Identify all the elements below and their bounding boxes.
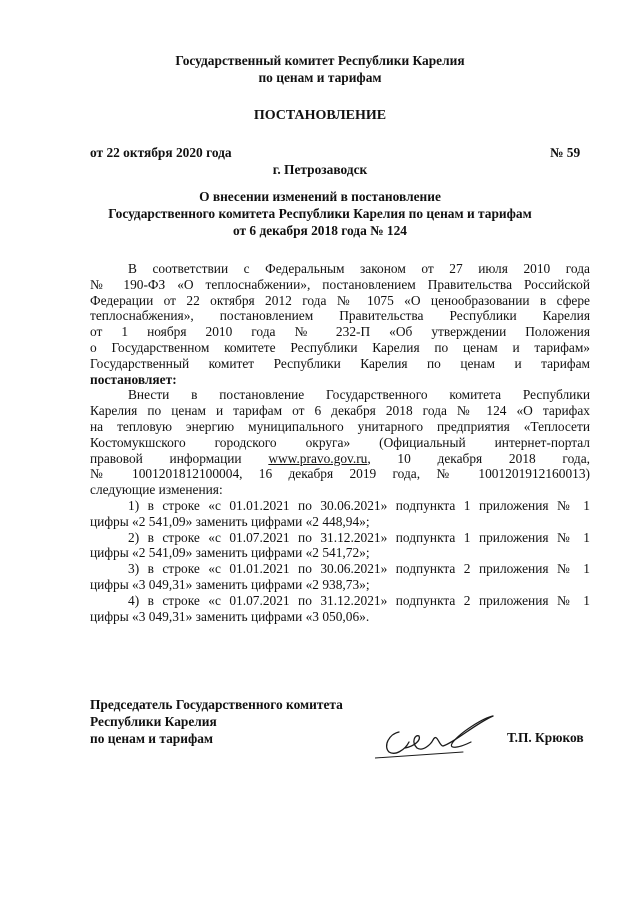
- org-name-line2: по ценам и тарифам: [258, 70, 382, 85]
- document-type: ПОСТАНОВЛЕНИЕ: [253, 108, 387, 123]
- title-line1: О внесении изменений в постановление: [199, 189, 441, 204]
- preamble-line: о Государственном комитете Республики Карелия по ценам и тарифам»: [90, 339, 590, 355]
- main-line: следующие изменения:: [90, 482, 223, 498]
- change-item-line2: цифры «2 541,09» заменить цифрами «2 448,94»;: [90, 513, 370, 529]
- preamble-line: Федерации от 22 октября 2012 года № 1075 «О ценообразовании в сфере: [90, 292, 590, 308]
- change-item-line1: 2) в строке «с 01.07.2021 по 31.12.2021» подпункта 1 приложения № 1: [128, 529, 590, 545]
- preamble-line: № 190-ФЗ «О теплоснабжении», постановлением Правительства Российской: [90, 276, 590, 292]
- main-line-suffix: , 10 декабря 2018 года,: [367, 450, 591, 466]
- main-line: на тепловую энергию муниципального унитарного предприятия «Теплосети: [90, 418, 590, 434]
- signature-block: [90, 696, 343, 747]
- org-name-line1: Государственный комитет Республики Карелия: [175, 53, 465, 68]
- preamble-line: от 1 ноября 2010 года № 232-П «Об утверждении Положения: [90, 324, 590, 340]
- handwritten-signature: [375, 712, 515, 762]
- document-number: № 59: [550, 145, 581, 160]
- signatory-name: Т.П. Крюков: [507, 730, 584, 745]
- main-line: № 1001201812100004, 16 декабря 2019 года, № 1001201912160013): [90, 466, 590, 482]
- main-line: Карелия по ценам и тарифам от 6 декабря 2018 года № 124 «О тарифах: [90, 403, 590, 419]
- document-city: г. Петрозаводск: [272, 162, 368, 177]
- resolves-word: постановляет:: [90, 371, 177, 387]
- document-body: [90, 261, 590, 624]
- change-item-line1: 3) в строке «с 01.01.2021 по 30.06.2021» подпункта 2 приложения № 1: [128, 561, 590, 577]
- change-item-line2: цифры «3 049,31» заменить цифрами «2 938,73»;: [90, 576, 370, 592]
- main-line-prefix: правовой информации: [90, 450, 242, 466]
- title-line3: от 6 декабря 2018 года № 124: [232, 223, 408, 238]
- change-item-line2: цифры «3 049,31» заменить цифрами «3 050,06».: [90, 608, 370, 624]
- signatory-title-line1: Председатель Государственного комитета: [90, 697, 343, 712]
- change-item-line1: 1) в строке «с 01.01.2021 по 30.06.2021» подпункта 1 приложения № 1: [128, 497, 590, 513]
- signatory-title-line3: по ценам и тарифам: [90, 731, 214, 746]
- main-line: Внести в постановление Государственного комитета Республики: [128, 387, 590, 403]
- preamble-line: теплоснабжения», постановлением Правительства Республики Карелия: [90, 308, 590, 324]
- main-line: Костомукшского городского округа» (Официальный интернет-портал: [90, 434, 590, 450]
- preamble-line: Государственный комитет Республики Карелия по ценам и тарифам: [90, 355, 590, 371]
- main-line: [90, 451, 590, 467]
- pravo-gov-link[interactable]: www.pravo.gov.ru: [268, 450, 368, 466]
- change-item-line1: 4) в строке «с 01.07.2021 по 31.12.2021» подпункта 2 приложения № 1: [128, 592, 590, 608]
- preamble-line: В соответствии с Федеральным законом от 27 июля 2010 года: [128, 261, 590, 276]
- document-date: от 22 октября 2020 года: [90, 145, 232, 160]
- signatory-title-line2: Республики Карелия: [90, 714, 217, 729]
- title-line2: Государственного комитета Республики Карелия по ценам и тарифам: [108, 206, 532, 221]
- change-item-line2: цифры «2 541,09» заменить цифрами «2 541,72»;: [90, 545, 370, 561]
